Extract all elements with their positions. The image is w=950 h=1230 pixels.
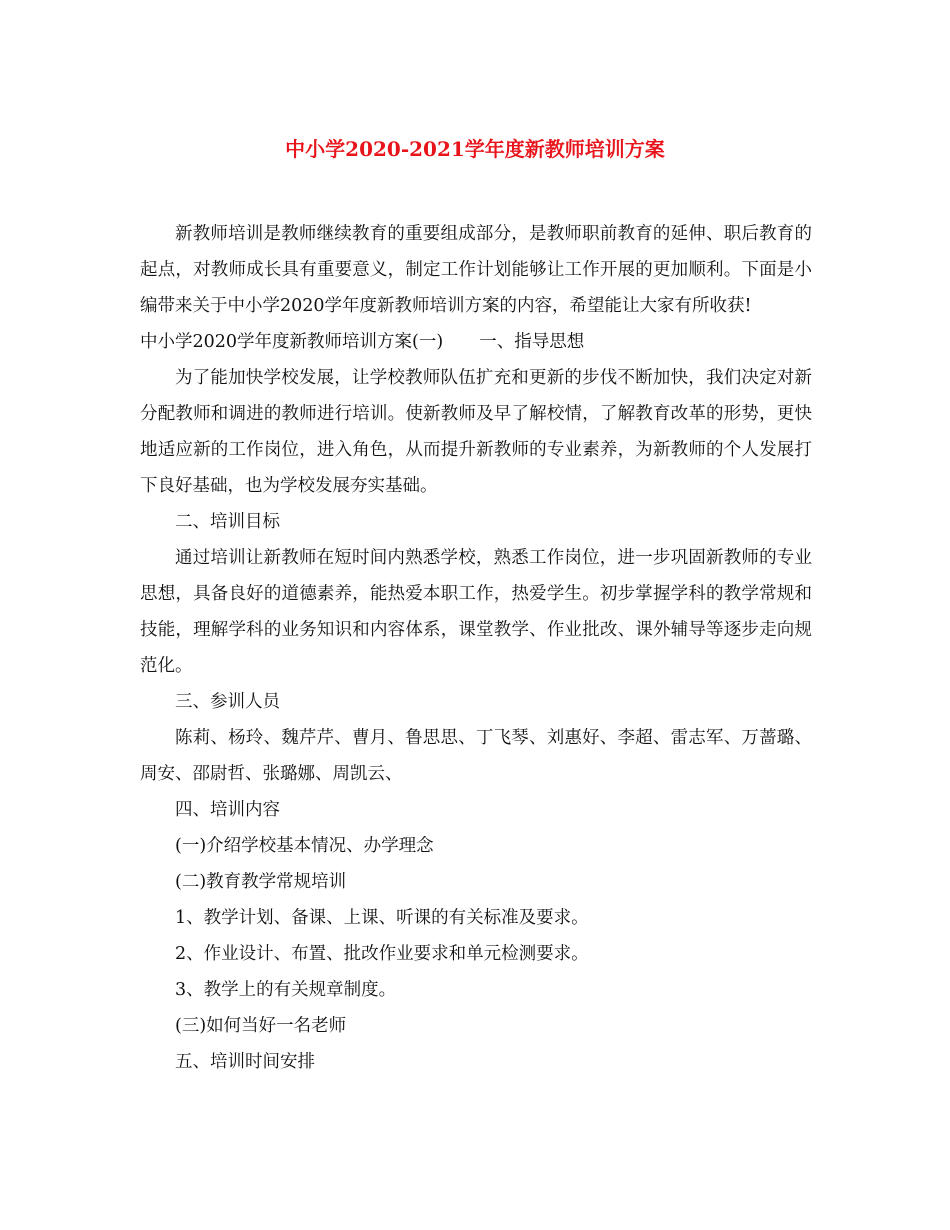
plan-heading: 中小学2020学年度新教师培训方案(一) xyxy=(140,332,444,352)
section4-item: 3、教学上的有关规章制度。 xyxy=(175,980,397,1000)
section3-paragraph: 陈莉、杨玲、魏芹芹、曹月、鲁思思、丁飞琴、刘惠好、李超、雷志军、万蔷璐、周安、邵尉哲、张璐娜、周凯云、 xyxy=(140,728,812,784)
document-body xyxy=(140,216,812,1080)
section2-paragraph: 通过培训让新教师在短时间内熟悉学校，熟悉工作岗位，进一步巩固新教师的专业思想，具备良好的道德素养，能热爱本职工作，热爱学生。初步掌握学科的教学常规和技能，理解学科的业务知识和内容体系，课堂教学、作业批改、课外辅导等逐步走向规范化。 xyxy=(140,548,812,676)
section2-heading: 二、培训目标 xyxy=(175,512,280,532)
section3-heading: 三、参训人员 xyxy=(175,692,280,712)
section4-item: (三)如何当好一名老师 xyxy=(175,1016,347,1036)
section4-heading: 四、培训内容 xyxy=(175,800,280,820)
section4-item: (一)介绍学校基本情况、办学理念 xyxy=(175,836,434,856)
section4-item: 1、教学计划、备课、上课、听课的有关标准及要求。 xyxy=(175,908,589,928)
section5-heading: 五、培训时间安排 xyxy=(175,1052,315,1072)
section1-heading: 一、指导思想 xyxy=(479,332,585,352)
section1-paragraph: 为了能加快学校发展，让学校教师队伍扩充和更新的步伐不断加快，我们决定对新分配教师和调进的教师进行培训。使新教师及早了解校情，了解教育改革的形势，更快地适应新的工作岗位，进入角色，从而提升新教师的专业素养，为新教师的个人发展打下良好基础，也为学校发展夯实基础。 xyxy=(140,368,812,496)
section4-item: 2、作业设计、布置、批改作业要求和单元检测要求。 xyxy=(175,944,589,964)
section4-item: (二)教育教学常规培训 xyxy=(175,872,347,892)
document-title: 中小学2020-2021学年度新教师培训方案 xyxy=(285,137,665,161)
plan-heading-line xyxy=(140,324,812,360)
intro-paragraph: 新教师培训是教师继续教育的重要组成部分，是教师职前教育的延伸、职后教育的起点，对教师成长具有重要意义，制定工作计划能够让工作开展的更加顺利。下面是小编带来关于中小学2020学年度新教师培训方案的内容，希望能让大家有所收获! xyxy=(140,224,812,316)
